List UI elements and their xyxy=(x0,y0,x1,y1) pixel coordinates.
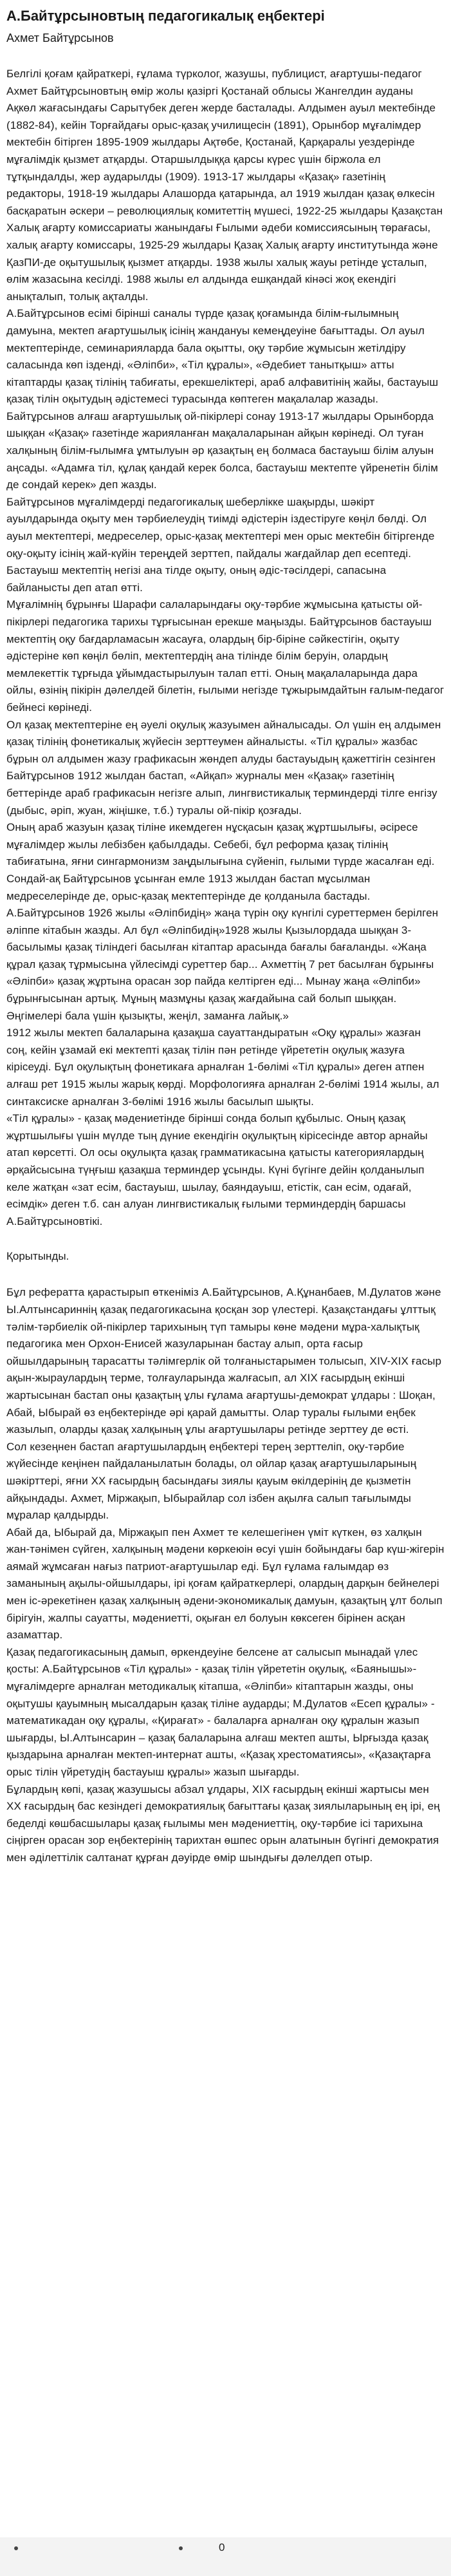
paragraph: Ол қазақ мектептеріне ең әуелі оқулық жазуымен айналысады. Ол үшін ең алдымен қазақ тілінің фонетикалық жүйесін зерттеумен айналысты. «Тіл құралы» жазбас бұрын ол алдымен жазу графикасын жөндеп алуды бастауыдың қажеттігін сезінген Байтұрсынов 1912 жылдан бастап, «Айқап» журналы мен «Қазақ» газетінің беттерінде араб графикасын негізге алып, лингвистикалық терминдерді тілге енгізу (дыбыс, әріп, жуан, жіңішке, т.б.) туралы ой-пікір қозғады. xyxy=(6,718,441,817)
document-title: А.Байтұрсыновтың педагогикалық еңбектері xyxy=(6,8,325,24)
bullet-icon xyxy=(14,2546,18,2550)
body-section-3 xyxy=(6,1284,445,1866)
page-number[interactable]: 0 xyxy=(219,2541,225,2553)
paragraph: 1912 жылы мектеп балаларына қазақша сауаттандыратын «Оқу құралы» жазған соң, кейін ұзамай екі мектепті қазақ тілін пән ретінде үйрететін оқулық жазуға кірісеуді. Бұл оқулықтың фонетикаға арналған 1-бөлімі «Тіл құралы» деген атпен алғаш рет 1915 жылы жарық көрді. Морфологияға арналған 2-бөлімі 1914 жылы, ал синтаксиске арналған 3-бөлімі 1916 жылы басылып шықты. xyxy=(6,1027,439,1108)
body-section-2 xyxy=(6,596,445,1230)
paragraph: Абай да, Ыбырай да, Міржақып пен Ахмет те келешегінен үміт күткен, өз халқын жан-тәнімен сүйген, халқының мәдени көркеюін өсуі үшін бойындағы бар күш-жігерін аямай жұмсаған нағыз патриот-ағартушылар еді. Бұл ғұлама ғалымдар өз заманының ақылы-ойшылдары, ірі қоғам қайраткерлері, олардың дарқын бейнелері мен іс-әрекетінен қазақ халқының әдени-экономикалық дамуын, қазақтың ұлт болып бірігуін, жалпы сауатты, мәдениетті, оқыған ел болуын көксеген бірінен асқан азаматтар. xyxy=(6,1526,445,1642)
paragraph: Мұғалімнің бұрынғы Шарафи салаларындағы оқу-тәрбие жұмысына қатысты ой-пікірлері педагогика тарихы тұрғысынан ерекше маңызды. Байтұрсынов бастауыш мектептің оқу бағдарламасын жасауға, олардың бір-біріне сәйкестігін, оқыту әдістеріне көп көңіл бөліп, мектептердің ана тілінде білім беруін, олардың мемлекеттік тұрғыда ұйымдастырылуын талап етті. Оның мақалаларында дара ойлы, өзінің пікірін дәлелдей білетін, ғылыми негізде тұжырымдайтын ғалым-педагог бейнесі көрінеді. xyxy=(6,598,445,714)
pagination-bar xyxy=(0,2537,451,2576)
paragraph: Сол кезеңнен бастап ағартушылардың еңбектері терең зерттеліп, оқу-тәрбие жүйесінде кеңінен пайдаланылатын болады, ол ойлар қазақ ағартушыларының шәкірттері, яғни ХХ ғасырдың басындағы зиялы қауым өкілдерінің де қызметін айқындады. Ахмет, Міржақып, Ыбырайлар сол ізбен ақылға салып тағылымды мұралар қалдырды. xyxy=(6,1440,417,1522)
paragraph: Байтұрсынов мұғалімдерді педагогикалық шеберлікке шақырды, шәкірт ауылдарында оқыту мен тәрбиелеудің тиімді әдістерін іздестіруге көңіл бөлді. Ол ауыл мектептері, медреселер, орыс-қазақ мектептері мен орыс мектебін бітіргенде оқу-оқыту ісінің жай-күйін тереңдей зерттеп, пайдалы жағдайлар деп есептеді. Бастауыш мектептің негізі ана тілде оқыту, оның әдіс-тәсілдері, сапасына байланысты деп атап өтті. xyxy=(6,495,435,594)
conclusion-heading: Қорытынды. xyxy=(6,1250,69,1263)
paragraph: А.Байтұрсынов есімі бірінші саналы түрде қазақ қоғамында білім-ғылымның дамуына, мектеп ағартушылық ісінің жандануы кемеңдеуіне бағыттады. Ол ауыл мектептерінде, семинарияларда бала оқытты, оқу тәрбие жұмысын жетілдіру саласында көп ізденді, «Әліпби», «Тіл құралы», «Әдебиет танытқыш» атты кітаптарды қазақ тілінің табиғаты, ерекшеліктері, араб алфавитінің жайы, бастауыш қазақ тілін оқытудың әдістемесі турасында көптеген мақалалар жазады. xyxy=(6,307,439,406)
paragraph: Оның араб жазуын қазақ тіліне икемдеген нұсқасын қазақ жұртшылығы, әсіресе мұғалімдер жылы лебізбен қабылдады. Себебі, бұл реформа қазақ тілінің табиғатына, яғни сингармонизм заңдылығына сүйеніп, ғылыми түрде жасалған еді. Сондай-ақ Байтұрсынов ұсынған емле 1913 жылдан бастап мұсылман медреселерінде де, орыс-қазақ мектептерінде де қолданыла бастады. xyxy=(6,821,435,902)
body-section-1 xyxy=(6,66,445,596)
bullet-icon xyxy=(179,2546,183,2550)
paragraph: Байтұрсынов алғаш ағартушылық ой-пікірлері сонау 1913-17 жылдары Орынборда шыққан «Қазақ» газетінде жарияланған мақалаларынан айқын көрінеді. Ол туған халқының білім-ғылымға ұмтылуын әр қазақтың ең болмаса бастауыш білім алуын аңсады. «Адамға тіл, құлақ қандай керек болса, бастауыш мектепте үйренетін білім де сондай керек» деп жазды. xyxy=(6,410,438,491)
spacer xyxy=(6,52,445,66)
paragraph: «Тіл құралы» - қазақ мәдениетінде бірінші сонда болып құбылыс. Оның қазақ жұртшылығы үшін мүлде тың дүние екендігін оқулықтың кірісесіндe автор арнайы атап көрсетті. Ол осы оқулықта қазақ грамматикасына қатысты категориялардың әрқайсысына түңғыш қазақша терминдер ұсынды. Күні бүгінге дейін қолданылып келе жатқан «зат есім, бастауыш, шылау, баяндауыш, етістік, сан есім, одағай, есімдік» деген т.б. сан алуан лингвистикалық ғылыми терминдердің баршасы А.Байтұрсыновтікі. xyxy=(6,1112,428,1227)
paragraph: Бұлардың көпі, қазақ жазушысы абзал ұлдары, XIX ғасырдың екінші жартысы мен XX ғасырдың бас кезіндегі демократиялық бағыттағы қазақ зиялыларының ең ірі, ең беделді көшбасшылары қазақ ғылымы мен мәдениеттің, оқу-тәрбие ісі тарихына сіңірген орасан зор еңбектерінің тарихтан өшпес орын алатынын бүгінгі демократия мен әділеттілік салтанат құрған дәуірде өмір шындығы дәлелдеп отыр. xyxy=(6,1783,440,1864)
document-author: Ахмет Байтұрсынов xyxy=(6,32,114,44)
paragraph: А.Байтұрсынов 1926 жылы «Әліпбидің» жаңа түрін оқу күнгілі суреттермен берілген әліппе кітабын жазды. Ал бұл «Әліпбидің»1928 жылы Қызылордада шыққан 3-басылымы қазақ тіліндегі басылған кітаптар арасында бағалы бағаланды. «Жаңа құрал қазақ тұрмысына үйлесімді суреттер бар... Ахметтің 7 рет басылған бұрынғы «Әліпби» қазақ жұртына орасан зор пайда келтірген еді... Мынау жаңа «Әліпби» бұрынғысынан артық. Мұның мазмұны қазақ жағдайына сай болып шыққан. Әңгімелері бала үшін қызықты, жеңіл, заманға лайық.» xyxy=(6,907,439,1022)
paragraph: Бұл рефератта қарастырып өткеніміз А.Байтұрсынов, А.Құнанбаев, М.Дулатов және Ы.Алтынсариннің қазақ педагогикасына қосқан зор үлестері. Қазақстандағы ұлттық тәлім-тәрбиелік ой-пікірлер тарихының түп тамыры көне мәдени мұра-халықтық педагогика мен Орхон-Енисей жазуларынан бастау алып, орта ғасыр ойшылдарының тарасатты тәлімгерлік ой толғаныстарымен толысып, XIV-XIX ғасыр ақын-жыраулардың терме, толғауларында жалғасып, ал XIX ғасырдың екінші жартысынан бастап оны қазақтың ұлы ғұлама ағартушы-демократ ұлдары : Шоқан, Абай, Ыбырай өз еңбектерінде әрі қарай дамытты. Олар туралы ғылыми еңбек жазылып, оларды қазақ халқының ұлы ағартушылары ретінде зерттеу де өсті. xyxy=(6,1286,442,1436)
paragraph: Белгілі қоғам қайраткері, ғұлама түрколог, жазушы, публицист, ағартушы-педагог Ахмет Байтұрсыновтың өмір жолы қазіргі Қостанай облысы Жангелдин ауданы Ақкөл жағасындағы Сарытүбек деген жерде басталады. Алдымен ауыл мектебінде (1882-84), кейін Торғайдағы орыс-қазақ училищесін (1891), Орынбор мұғалімдер мектебін бітірген 1895-1909 жылдары Ақтөбе, Қостанай, Қарқаралы уездеріндe мұғалімдік қызмет атқарды. Отаршылдыққа қарсы күрес үшін біржола ел тұтқындалды, жер аударылды (1909). 1913-17 жылдары «Қазақ» газетінің редакторы, 1918-19 жылдары Алашорда қатарында, ал 1919 жылдан қазақ өлкесін басқаратын әскери – революциялық комитеттің мүшесі, 1922-25 жылдары Қазақстан Халық ағарту комиссариаты жанындағы Ғылыми әдеби комиссиясының төрағасы, халық ағарту комиссары, 1925-29 жылдары Қазақ Халық ағарту институтында және ҚазПИ-де оқытушылық қызмет атқарды. 1938 жылы халық жауы ретінде ұсталып, өлім жазасына кесілді. 1988 жылы ел алдында ешқандай кінәсі жоқ екендігі анықталып, толық ақталды. xyxy=(6,68,443,303)
paragraph: Қазақ педагогикасының дамып, өркендеуіне белсене ат салысып мынадай үлес қосты: А.Байтұрсынов «Тіл құралы» - қазақ тілін үйрететін оқулық, «Баянышы»- мұғалімдерге арналған методикалық кітапша, «Әліпби» кітаптарын жазды, оны оқытушы қауымның мысалдарын қазақ тіліне аударды; М.Дулатов «Есеп құралы» - математикадан оқу құралы, «Қирағат» - балаларға арналған оқу құралын жазып шығарды, Ы.Алтынсарин – қазақ балаларына алғаш мектеп ашты, Ырғызда қазақ қыздарына арналған мектеп-интернат ашты, «Қазақ хрестоматиясы», «Қазақтарға орыс тілін үйретудің бастауыш құралы» жазып шығарды. xyxy=(6,1645,435,1778)
